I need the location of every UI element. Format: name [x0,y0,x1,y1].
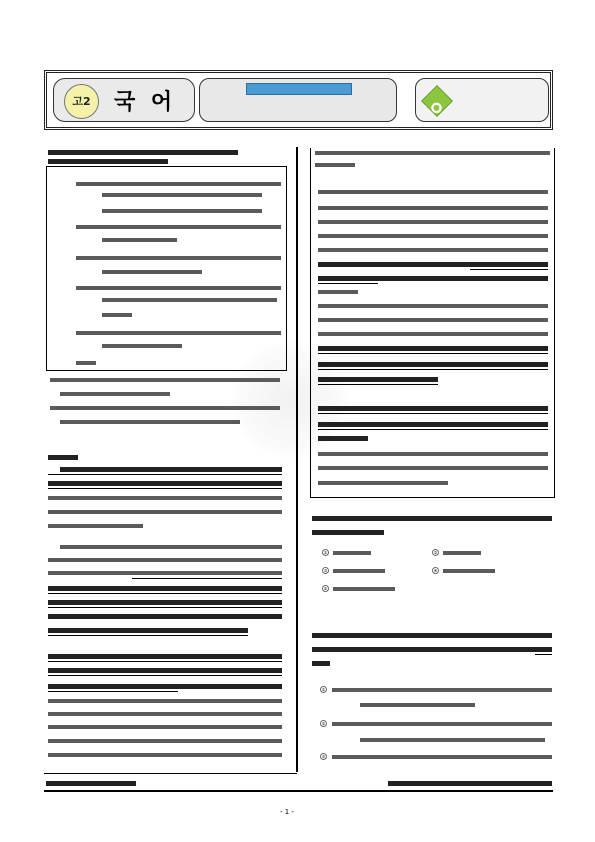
underline [132,578,282,579]
text-line [60,392,170,396]
text-line [50,406,280,410]
underline [48,675,282,676]
text-line [76,286,281,290]
text-line [48,684,282,689]
text-line [48,600,282,605]
text-line [48,753,282,757]
underline [48,635,248,636]
text-line [48,481,282,486]
choice-text [332,688,552,692]
page-header [44,70,553,130]
text-line [76,331,281,335]
subject-panel [53,78,195,122]
text-line [48,455,78,460]
text-line [318,406,548,411]
choice-marker[interactable]: ② [321,721,326,726]
text-line [318,220,548,224]
passage-box [310,148,555,498]
text-line [48,571,282,575]
choice-text [333,551,371,555]
text-line [48,150,238,155]
text-line [318,248,548,252]
choice-text [332,755,552,759]
text-line [48,558,282,562]
choice-text [332,722,552,726]
underline [48,474,282,475]
subject-title: 국 어 [114,90,177,115]
choice-marker[interactable]: ① [321,687,326,692]
text-line [48,159,168,164]
text-line [318,422,548,427]
footer-left-text [46,781,136,786]
underline [48,593,282,594]
text-line [76,256,281,260]
underline [318,283,378,284]
text-line [48,654,282,659]
text-line [102,298,277,302]
question-text [312,530,384,535]
page-number: - 1 - [280,808,294,816]
logo-icon [421,85,453,117]
text-line [102,209,262,213]
underline [318,429,548,430]
underline [470,269,548,270]
text-line [318,262,548,267]
choice-text [443,551,481,555]
exam-title-panel [199,78,397,122]
choice-marker[interactable]: ④ [433,568,438,573]
text-line [50,378,280,382]
text-line [318,234,548,238]
text-line [318,346,548,351]
underline [318,384,438,385]
text-line [318,332,548,336]
text-line [48,712,282,716]
question-text [312,647,552,652]
underline [48,488,282,489]
text-line [318,436,368,441]
choice-marker[interactable]: ⑤ [323,586,328,591]
choice-text [360,738,545,742]
text-line [48,628,248,633]
text-line [48,496,282,500]
text-line [48,739,282,743]
text-line [48,668,282,673]
column-divider [296,147,298,772]
left-column-bottom-rule [44,773,297,774]
underline [318,413,548,414]
publisher-logo [415,78,549,122]
text-line [318,304,548,308]
text-line [102,238,177,242]
text-line [318,466,548,470]
exam-label [246,83,352,95]
text-line [76,182,281,186]
text-line [76,225,281,229]
underline [48,691,178,692]
underline [318,369,548,370]
text-line [76,361,96,365]
footer-right-text [388,781,552,786]
underline [48,607,282,608]
choice-text [333,569,385,573]
text-line [60,545,282,549]
question-text [312,516,552,521]
text-line [318,190,548,194]
choice-marker[interactable]: ① [323,550,328,555]
footer-rule [44,790,553,792]
text-line [60,467,282,472]
choice-text [333,587,395,591]
choice-text [360,703,475,707]
text-line [48,510,282,514]
choice-text [443,569,495,573]
text-line [318,206,548,210]
text-line [318,290,358,294]
text-line [60,420,240,424]
question-text [312,661,330,666]
text-line [48,586,282,591]
text-line [318,377,438,382]
underline [318,353,548,354]
text-line [318,318,548,322]
text-line [318,452,548,456]
text-line [48,725,282,729]
text-line [102,344,182,348]
underline [535,654,552,655]
text-line [318,481,448,485]
question-text [312,633,552,638]
choice-marker[interactable]: ③ [323,568,328,573]
text-line [318,362,548,367]
choice-marker[interactable]: ② [433,550,438,555]
text-line [102,193,262,197]
text-line [102,313,132,317]
grade-badge: 고2 [64,84,99,119]
text-line [48,614,282,619]
text-line [48,524,143,528]
choice-marker[interactable]: ③ [321,754,326,759]
text-line [48,699,282,703]
underline [48,661,282,662]
text-line [318,276,548,281]
text-line [102,270,202,274]
